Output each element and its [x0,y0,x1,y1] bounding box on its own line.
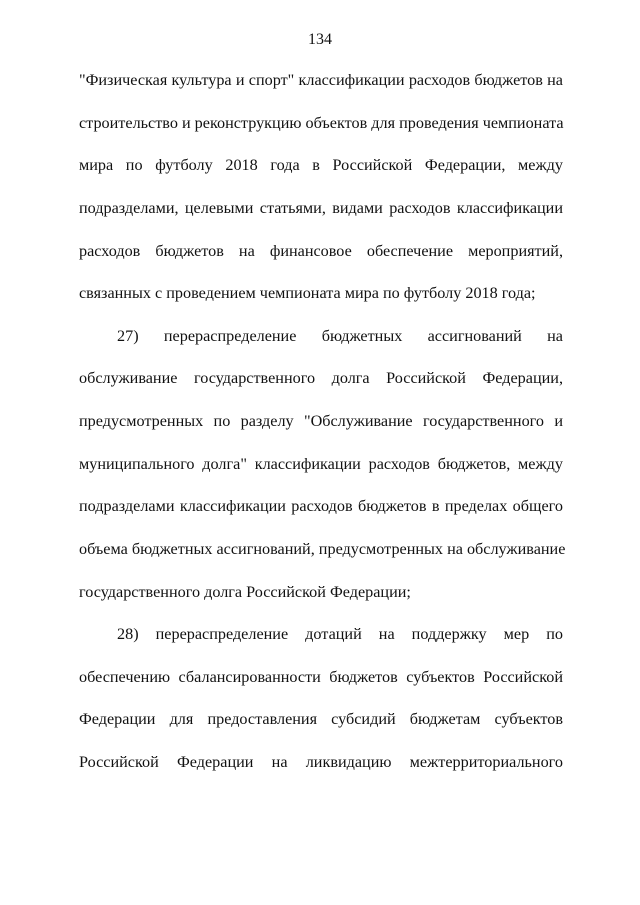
text-line: "Физическая культура и спорт" классификации расходов бюджетов на [79,71,563,89]
text-line: обслуживание государственного долга Российской Федерации, [79,369,563,387]
text-line: связанных с проведением чемпионата мира по футболу 2018 года; [79,284,536,302]
text-line: 27) перераспределение бюджетных ассигнований на [117,327,563,345]
page-number: 134 [308,31,332,48]
text-line: строительство и реконструкцию объектов для проведения чемпионата [79,114,564,132]
text-line: Федерации для предоставления субсидий бюджетам субъектов [79,710,563,728]
text-line: предусмотренных по разделу "Обслуживание государственного и [79,412,563,430]
text-line: объема бюджетных ассигнований, предусмотренных на обслуживание [79,540,566,558]
text-line: муниципального долга" классификации расходов бюджетов, между [79,455,563,473]
text-line: Российской Федерации на ликвидацию межтерриториального [79,753,563,771]
text-line: обеспечению сбалансированности бюджетов субъектов Российской [79,668,563,686]
text-line: подразделами классификации расходов бюджетов в пределах общего [79,497,563,515]
text-line: расходов бюджетов на финансовое обеспечение мероприятий, [79,242,563,260]
text-line: подразделами, целевыми статьями, видами расходов классификации [79,199,563,217]
text-line: 28) перераспределение дотаций на поддержку мер по [117,625,563,643]
text-line: государственного долга Российской Федерации; [79,583,411,601]
text-line: мира по футболу 2018 года в Российской Федерации, между [79,156,563,174]
